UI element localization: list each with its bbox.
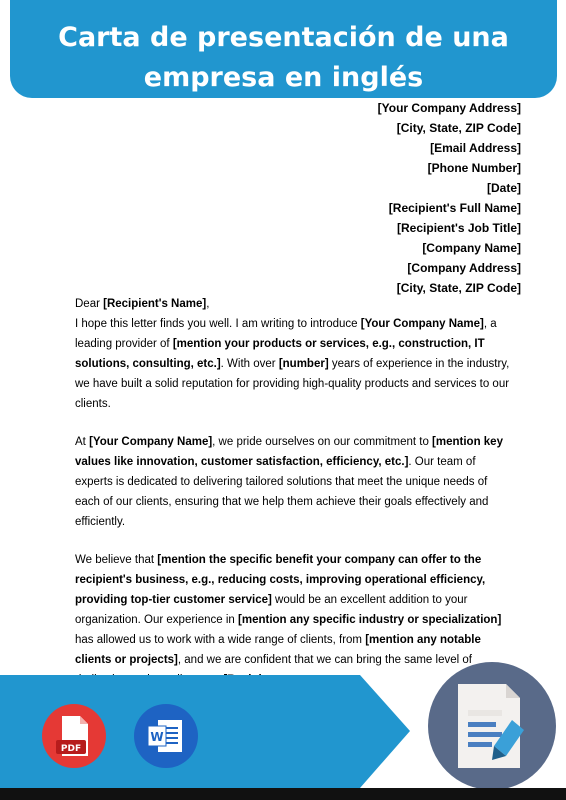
greeting-text: Dear (75, 298, 104, 310)
greeting-name: [Recipient's Name] (103, 298, 207, 310)
document-edit-icon (428, 662, 556, 790)
address-line: [Company Name] (422, 241, 521, 255)
address-line: [Phone Number] (427, 161, 521, 175)
address-line: [City, State, ZIP Code] (396, 281, 521, 295)
document-edit-badge (428, 662, 556, 790)
address-line: [City, State, ZIP Code] (396, 121, 521, 135)
letter-body (75, 294, 515, 708)
address-line: [Email Address] (430, 141, 521, 155)
title-banner (10, 0, 557, 98)
greeting-punct: , (206, 298, 210, 310)
address-line: [Recipient's Full Name] (388, 201, 521, 215)
word-file-icon (134, 704, 198, 768)
greeting (75, 294, 515, 314)
address-line: [Date] (486, 181, 521, 195)
paragraph-2: At [Your Company Name], we pride ourselves on our commitment to [mention key values like innovation, customer satisfaction, efficiency, etc.]. Our team of experts is dedicated to delivering tailored solutions that meet the unique needs of each of our clients, ensuring that we help them achieve their goals effectively and efficiently. (75, 436, 503, 528)
title-line-1: Carta de presentación de una (58, 22, 509, 53)
title-line-2: empresa en inglés (143, 62, 424, 93)
paragraph-3: We believe that [mention the specific benefit your company can offer to the recipient's business, e.g., reducing costs, improving operational efficiency, providing top-tier customer service] would be an excellent addition to your organization. Our experience in [mention any specific industry or specialization] has allowed us to work with a wide range of clients, from [mention any notable clients or projects], and we are confident that we can bring the same level of (75, 554, 502, 666)
pdf-label: PDF (60, 744, 82, 754)
pdf-file-icon (42, 704, 106, 768)
bottom-bar (0, 788, 566, 800)
address-line: [Recipient's Job Title] (397, 221, 521, 235)
address-block (378, 98, 521, 298)
paragraph-1: I hope this letter finds you well. I am writing to introduce [Your Company Name], a leading provider of [mention your products or services, e.g., construction, IT solutions, consulting, etc.]. With over [number] years of experience in the industry, we have built a solid reputation for providing high-quality products and services to our clients. (75, 318, 510, 410)
pdf-download-button[interactable] (42, 704, 106, 768)
address-line: [Company Address] (407, 261, 521, 275)
address-line: [Your Company Address] (377, 101, 521, 115)
word-letter: W (150, 730, 164, 744)
word-download-button[interactable] (134, 704, 198, 768)
